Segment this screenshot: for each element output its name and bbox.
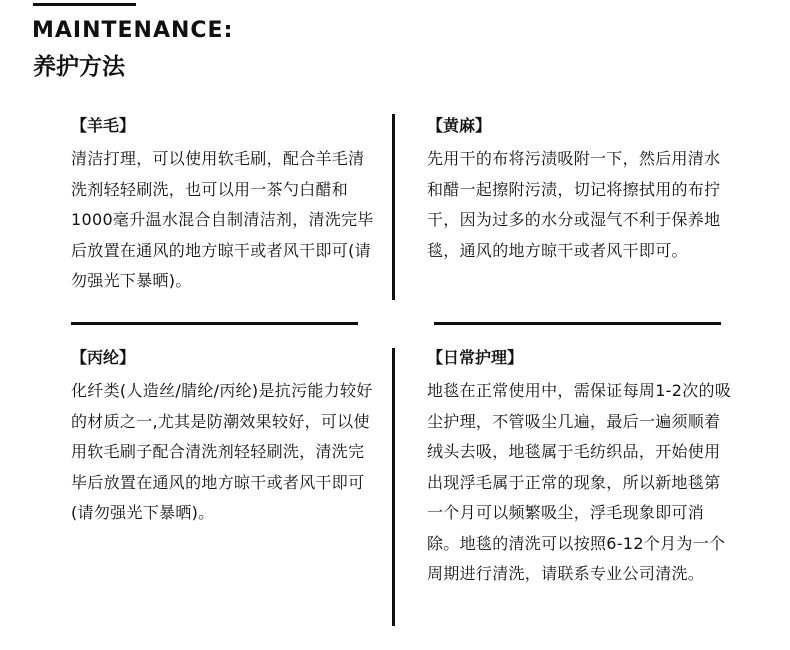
page-title-chinese: 养护方法 — [33, 54, 125, 80]
section-divider-horizontal — [71, 322, 358, 325]
section-label: 【黄麻】 — [427, 116, 492, 135]
section-divider-horizontal — [434, 322, 721, 325]
section-jute — [427, 116, 732, 266]
section-divider-vertical — [392, 114, 395, 300]
section-text: 先用干的布将污渍吸附一下，然后用清水和醋一起擦附污渍，切记将擦拭用的布拧干，因为过多的水分或湿气不利于保养地毯，通风的地方晾干或者风干即可。 — [427, 149, 721, 260]
section-daily-care — [427, 348, 732, 590]
section-text: 清洁打理，可以使用软毛刷，配合羊毛清洗剂轻轻刷洗，也可以用一茶勺白醋和1000毫升温水混合自制清洁剂，清洗完毕后放置在通风的地方晾干或者风干即可(请勿强光下暴晒)。 — [71, 149, 374, 290]
section-label: 【丙纶】 — [71, 348, 136, 367]
section-polypropylene — [71, 348, 378, 529]
section-divider-vertical — [392, 348, 395, 626]
section-wool — [71, 116, 378, 297]
page-title-english: MAINTENANCE: — [32, 18, 234, 43]
section-text: 地毯在正常使用中，需保证每周1-2次的吸尘护理，不管吸尘几遍，最后一遍须顺着绒头去吸，地毯属于毛纺织品，开始使用出现浮毛属于正常的现象，所以新地毯第一个月可以频繁吸尘，浮毛现象即可消除。地毯的清洗可以按照6-12个月为一个周期进行清洗，请联系专业公司清洗。 — [427, 381, 732, 583]
section-text: 化纤类(人造丝/腈纶/丙纶)是抗污能力较好的材质之一,尤其是防潮效果较好，可以使用软毛刷子配合清洗剂轻轻刷洗，清洗完毕后放置在通风的地方晾干或者风干即可(请勿强光下暴晒)。 — [71, 381, 373, 522]
header-top-rule — [33, 3, 136, 6]
section-label: 【羊毛】 — [71, 116, 136, 135]
section-label: 【日常护理】 — [427, 348, 524, 367]
